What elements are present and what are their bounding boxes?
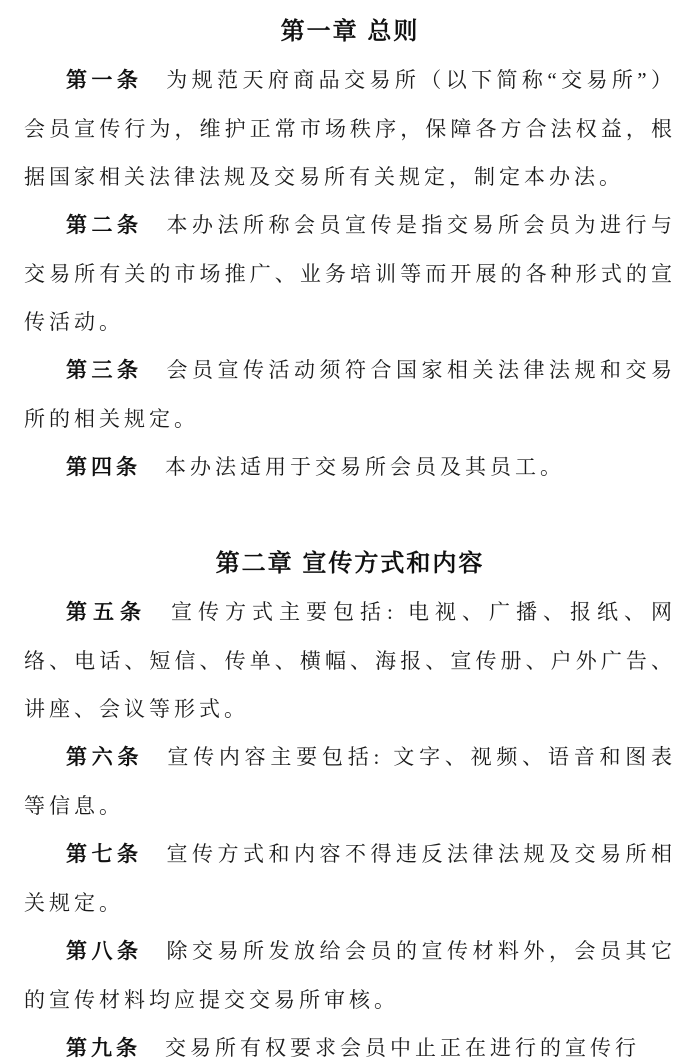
article-1-text: 为规范天府商品交易所（以下简称“交易所”）会员宣传行为，维护正常市场秩序，保障各方合法权益，根据国家相关法律法规及交易所有关规定，制定本办法。: [24, 68, 677, 189]
article-3-label: 第三条: [66, 359, 143, 382]
chapter-general-provisions: [24, 8, 676, 492]
article-6: [24, 733, 676, 830]
article-4-label: 第四条: [66, 456, 141, 479]
article-8-text: 除交易所发放给会员的宣传材料外，会员其它的宣传材料均应提交交易所审核。: [24, 939, 676, 1012]
article-5-text: 宣传方式主要包括: 电视、广播、报纸、网络、电话、短信、传单、横幅、海报、宣传册、户外广告、讲座、会议等形式。: [24, 600, 677, 721]
article-1: [24, 56, 676, 201]
article-7-text: 宣传方式和内容不得违反法律法规及交易所相关规定。: [24, 842, 676, 915]
article-9: [24, 1024, 676, 1060]
article-3: [24, 346, 676, 443]
article-4: [24, 443, 676, 492]
article-5-label: 第五条: [66, 601, 147, 624]
chapter-promotion-methods-content: [24, 540, 676, 1060]
article-8: [24, 927, 676, 1024]
article-2: [24, 201, 676, 346]
article-7-label: 第七条: [66, 843, 143, 866]
article-7: [24, 830, 676, 927]
article-8-label: 第八条: [66, 940, 143, 963]
article-9-label: 第九条: [66, 1037, 141, 1060]
article-5: [24, 588, 676, 733]
article-3-text: 会员宣传活动须符合国家相关法律法规和交易所的相关规定。: [24, 358, 676, 431]
article-9-text: 交易所有权要求会员中止正在进行的宣传行: [165, 1036, 640, 1060]
article-6-label: 第六条: [66, 746, 144, 769]
article-2-label: 第二条: [66, 214, 143, 237]
chapter-2-heading: 第二章 宣传方式和内容: [215, 550, 485, 577]
article-1-label: 第一条: [66, 69, 143, 92]
article-6-text: 宣传内容主要包括: 文字、视频、语音和图表等信息。: [24, 745, 676, 818]
article-2-text: 本办法所称会员宣传是指交易所会员为进行与交易所有关的市场推广、业务培训等而开展的各种形式的宣传活动。: [24, 213, 676, 334]
chapter-1-heading: 第一章 总则: [280, 18, 420, 45]
article-4-text: 本办法适用于交易所会员及其员工。: [165, 455, 565, 479]
